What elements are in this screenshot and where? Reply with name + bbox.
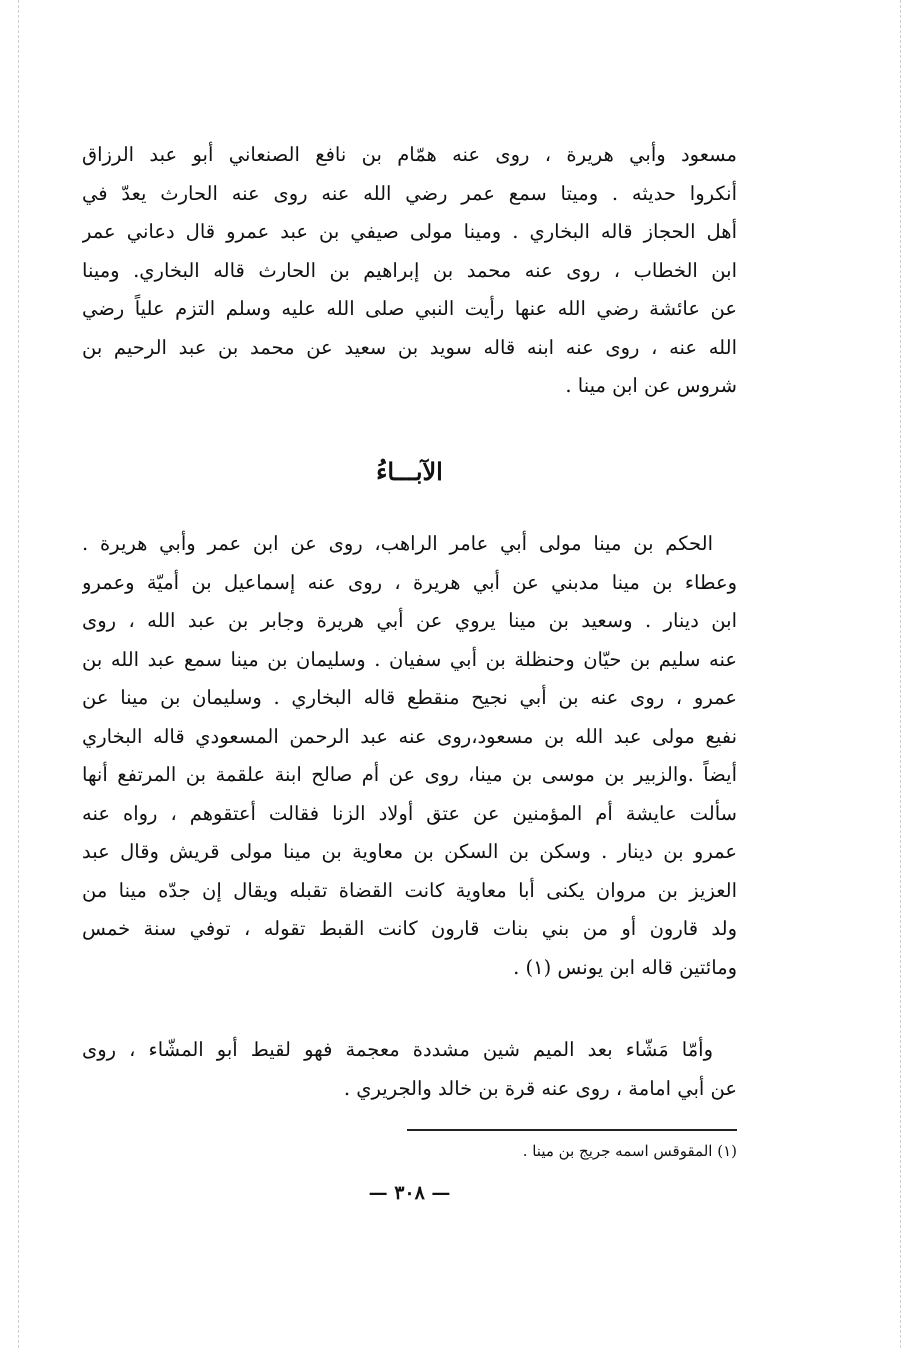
text-line: شروس عن ابن مينا . [565,374,737,397]
section-heading: الآبـــاءُ [376,457,443,486]
paragraph-main [82,525,737,987]
scan-edge-right [900,0,901,1348]
text-line: ابن دينار . وسعيد بن مينا يروي عن أبي هريرة وجابر بن عبد الله ، روى [82,609,737,632]
text-line: عن أبي امامة ، روى عنه قرة بن خالد والجريري . [343,1076,737,1100]
scan-edge-left [18,0,19,1348]
footnote: (١) المقوقس اسمه جريج بن مينا . [522,1142,737,1160]
text-line: الحكم بن مينا مولى أبي عامر الراهب، روى عن ابن عمر وأبي هريرة . [82,532,713,555]
text-line: ولد قارون أو من بني بنات قارون كانت القبط تقوله ، توفي سنة خمس [82,917,737,940]
footnote-divider [407,1129,737,1131]
text-line: مسعود وأبي هريرة ، روى عنه همّام بن نافع الصنعاني أبو عبد الرزاق [82,143,737,166]
text-line: أيضاً .والزبير بن موسى بن مينا، روى عن أم صالح ابنة علقمة بن المرتفع أنها [82,763,737,786]
text-line: وأمّا مَشّاء بعد الميم شين مشددة معجمة فهو لقيط أبو المشّاء ، روى [82,1038,713,1061]
page-number: — ٣٠٨ — [368,1182,451,1204]
text-line: عمرو ، روى عنه بن أبي نجيح منقطع قاله البخاري . وسليمان بن مينا عن [82,686,737,709]
text-line: سألت عايشة أم المؤمنين عن عتق أولاد الزنا فقالت أعتقوهم ، رواه عنه [82,801,737,825]
text-line: عنه سليم بن حيّان وحنظلة بن أبي سفيان . وسليمان بن مينا سمع عبد الله بن [82,647,737,671]
text-line: الله عنه ، روى عنه ابنه قاله سويد بن سعيد عن محمد بن عبد الرحيم بن [82,335,737,359]
text-line: العزيز بن مروان يكنى أبا معاوية كانت القضاة تقبله ويقال إن جدّه مينا من [82,878,737,902]
text-line: عمرو بن دينار . وسكن بن السكن بن معاوية بن مينا مولى قريش وقال عبد [82,840,737,863]
text-line: أهل الحجاز قاله البخاري . ومينا مولى صيفي بن عبد عمرو قال دعاني عمر [82,220,737,243]
text-line: عن عائشة رضي الله عنها رأيت النبي صلى الله عليه وسلم التزم علياً رضي [82,297,737,320]
text-line: ومائتين قاله ابن يونس (١) . [513,955,737,979]
text-line: وعطاء بن مينا مدبني عن أبي هريرة ، روى عنه إسماعيل بن أميّة وعمرو [82,570,737,594]
text-line: أنكروا حديثه . وميتا سمع عمر رضي الله عنه روى عنه الحارث يعدّ في [82,181,737,205]
paragraph-top [82,136,737,406]
paragraph-last [82,1031,737,1108]
text-line: ابن الخطاب ، روى عنه محمد بن إبراهيم بن الحارث قاله البخاري. ومينا [82,258,737,282]
text-line: نفيع مولى عبد الله بن مسعود،روى عنه عبد الرحمن المسعودي قاله البخاري [82,724,737,748]
